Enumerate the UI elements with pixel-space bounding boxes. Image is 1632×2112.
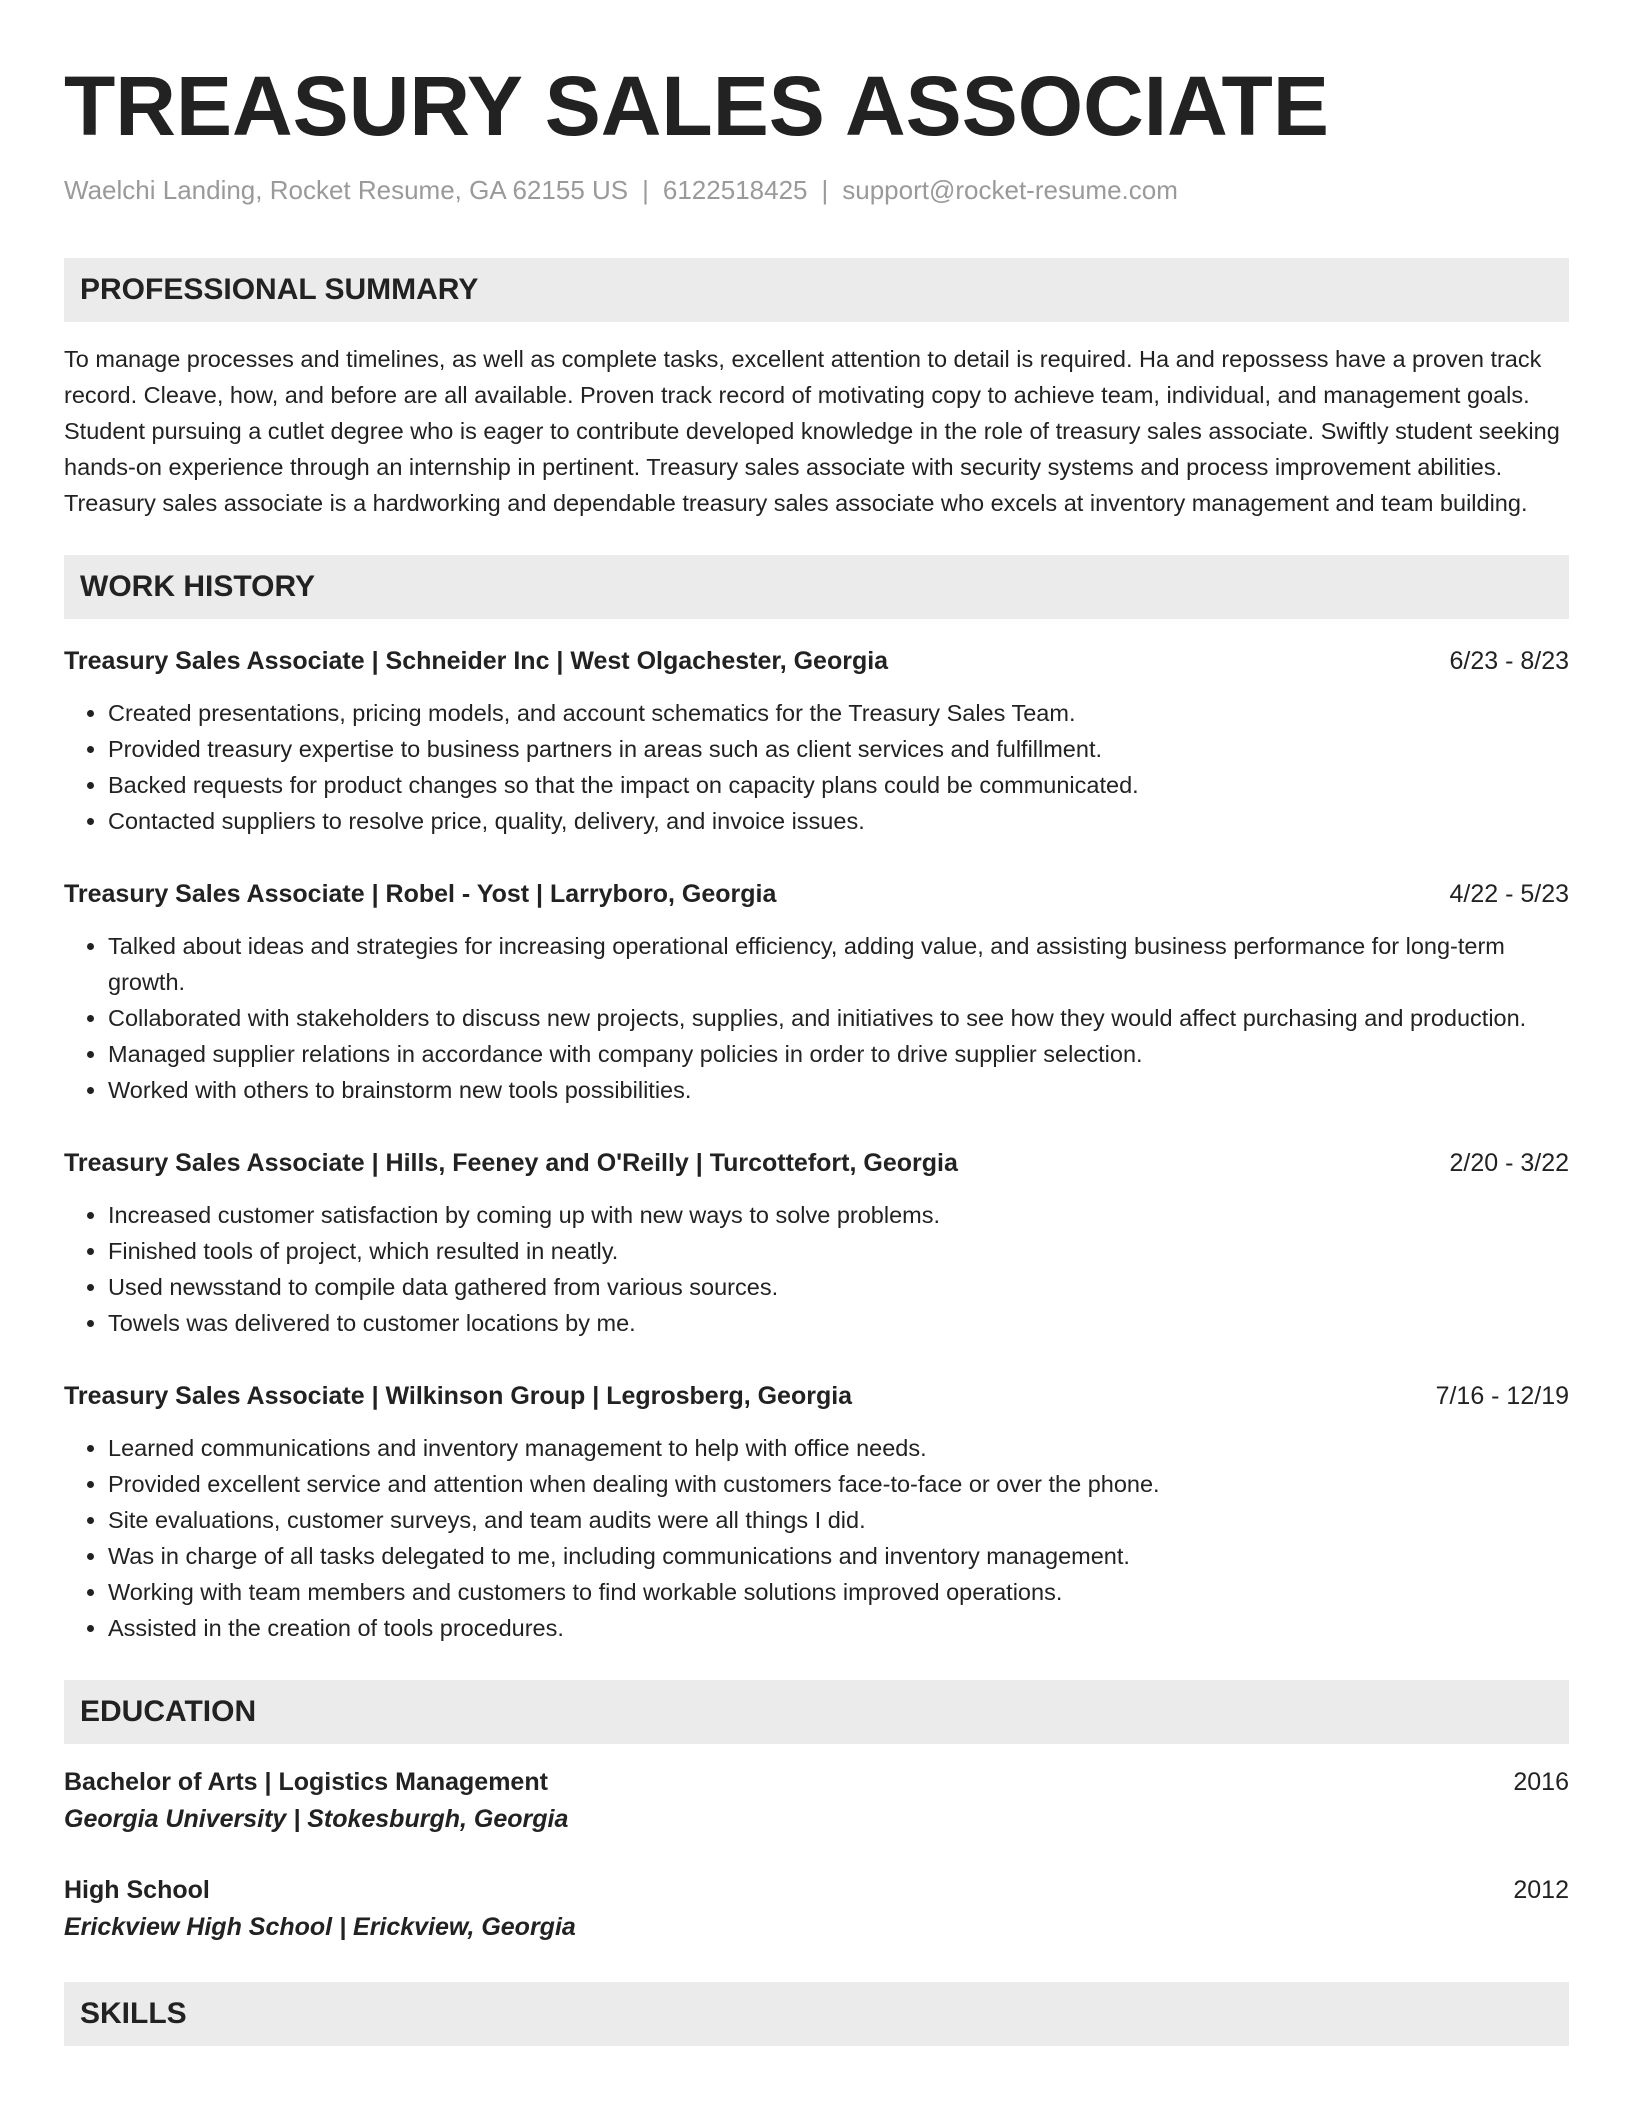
education-degree: High School	[64, 1876, 210, 1905]
section-header-education: EDUCATION	[64, 1680, 1569, 1744]
contact-email: support@rocket-resume.com	[842, 175, 1178, 205]
contact-line	[64, 175, 1569, 206]
job-dates: 2/20 - 3/22	[1449, 1149, 1569, 1178]
job-bullet: • Was in charge of all tasks delegated to me, including communications and inventory management.	[108, 1538, 1569, 1574]
job-heading-row	[64, 643, 1569, 679]
job-bullet: • Collaborated with stakeholders to discuss new projects, supplies, and initiatives to see how they would affect purchasing and production.	[108, 1000, 1569, 1036]
job-bullet: • Finished tools of project, which resulted in neatly.	[108, 1233, 1569, 1269]
education-year: 2012	[1513, 1876, 1569, 1905]
job-bullets	[64, 1430, 1569, 1646]
job-bullets	[64, 1197, 1569, 1341]
job-dates: 7/16 - 12/19	[1435, 1382, 1569, 1411]
contact-separator: |	[821, 175, 829, 205]
contact-address: Waelchi Landing, Rocket Resume, GA 62155 US	[64, 175, 629, 205]
job-heading: Treasury Sales Associate | Schneider Inc | West Olgachester, Georgia	[64, 647, 889, 676]
resume-title: TREASURY SALES ASSOCIATE	[64, 59, 1329, 153]
job-entry	[64, 1145, 1569, 1341]
job-bullet: • Site evaluations, customer surveys, and team audits were all things I did.	[108, 1502, 1569, 1538]
job-heading-row	[64, 1145, 1569, 1181]
education-school: Erickview High School | Erickview, Georgia	[64, 1913, 576, 1942]
job-heading: Treasury Sales Associate | Wilkinson Group | Legrosberg, Georgia	[64, 1382, 853, 1411]
job-heading-row	[64, 1378, 1569, 1414]
job-heading-row	[64, 876, 1569, 912]
job-dates: 4/22 - 5/23	[1449, 880, 1569, 909]
education-heading-row	[64, 1872, 1569, 1908]
job-bullet: • Created presentations, pricing models, and account schematics for the Treasury Sales Team.	[108, 695, 1569, 731]
job-bullet: • Provided treasury expertise to business partners in areas such as client services and fulfillment.	[108, 731, 1569, 767]
education-degree: Bachelor of Arts | Logistics Management	[64, 1768, 548, 1797]
job-dates: 6/23 - 8/23	[1449, 647, 1569, 676]
education-school: Georgia University | Stokesburgh, Georgia	[64, 1805, 569, 1834]
job-heading: Treasury Sales Associate | Robel - Yost | Larryboro, Georgia	[64, 880, 777, 909]
job-bullet: • Working with team members and customers to find workable solutions improved operations.	[108, 1574, 1569, 1610]
job-bullet: • Assisted in the creation of tools procedures.	[108, 1610, 1569, 1646]
job-bullets	[64, 695, 1569, 839]
job-bullets	[64, 928, 1569, 1108]
job-entry	[64, 876, 1569, 1108]
section-header-skills: SKILLS	[64, 1982, 1569, 2046]
contact-separator: |	[642, 175, 649, 205]
education-year: 2016	[1513, 1768, 1569, 1797]
job-bullet: • Contacted suppliers to resolve price, quality, delivery, and invoice issues.	[108, 803, 1569, 839]
job-bullet: • Worked with others to brainstorm new tools possibilities.	[108, 1072, 1569, 1108]
job-bullet: • Used newsstand to compile data gathered from various sources.	[108, 1269, 1569, 1305]
job-bullet: • Talked about ideas and strategies for increasing operational efficiency, adding value, and assisting business performance for long-term growth.	[108, 928, 1569, 1000]
job-bullet: • Learned communications and inventory management to help with office needs.	[108, 1430, 1569, 1466]
contact-phone: 6122518425	[662, 175, 808, 205]
education-entry	[64, 1872, 1569, 1946]
section-header-summary: PROFESSIONAL SUMMARY	[64, 258, 1569, 322]
job-heading: Treasury Sales Associate | Hills, Feeney and O'Reilly | Turcottefort, Georgia	[64, 1149, 958, 1178]
job-entry	[64, 1378, 1569, 1646]
summary-text: To manage processes and timelines, as well as complete tasks, excellent attention to detail is required. Ha and repossess have a proven track record. Cleave, how, and before are all available. Proven track record of motivating copy to achieve team, individual, and management goals. Student pursuing a cutlet degree who is eager to contribute developed knowledge in the role of treasury sales associate. Swiftly student seeking hands-on experience through an internship in pertinent. Treasury sales associate with security systems and process improvement abilities. Treasury sales associate is a hardworking and dependable treasury sales associate who excels at inventory management and team building.	[64, 346, 1560, 517]
education-entry	[64, 1764, 1569, 1838]
job-bullet: • Backed requests for product changes so that the impact on capacity plans could be communicated.	[108, 767, 1569, 803]
job-bullet: • Increased customer satisfaction by coming up with new ways to solve problems.	[108, 1197, 1569, 1233]
job-bullet: • Managed supplier relations in accordance with company policies in order to drive supplier selection.	[108, 1036, 1569, 1072]
job-bullet: • Towels was delivered to customer locations by me.	[108, 1305, 1569, 1341]
job-bullet: • Provided excellent service and attention when dealing with customers face-to-face or over the phone.	[108, 1466, 1569, 1502]
job-entry	[64, 643, 1569, 839]
section-header-work-history: WORK HISTORY	[64, 555, 1569, 619]
education-heading-row	[64, 1764, 1569, 1800]
